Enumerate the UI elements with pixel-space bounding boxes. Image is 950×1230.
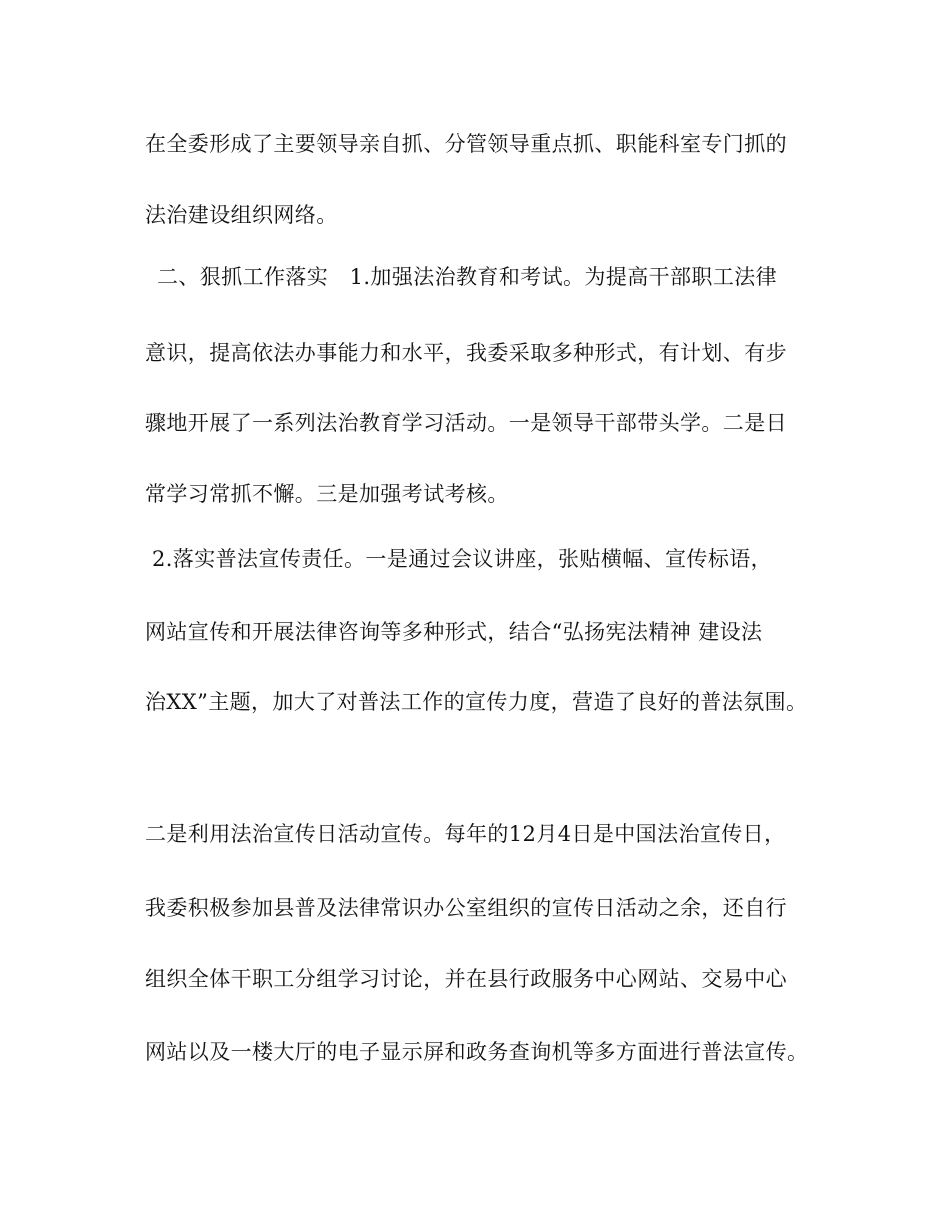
text-line: 骤地开展了一系列法治教育学习活动。一是领导干部带头学。二是日 — [145, 411, 787, 435]
text-line: 组织全体干职工分组学习讨论，并在县行政服务中心网站、交易中心 — [145, 967, 787, 991]
text-line: 常学习常抓不懈。三是加强考试考核。 — [145, 482, 509, 506]
text-line: 我委积极参加县普及法律常识办公室组织的宣传日活动之余，还自行 — [145, 896, 787, 920]
section-heading-line: 二、狠抓工作落实 1.加强法治教育和考试。为提高干部职工法律 — [157, 265, 778, 289]
text-line: 在全委形成了主要领导亲自抓、分管领导重点抓、职能科室专门抓的 — [145, 132, 787, 156]
text-line: 治XX”主题，加大了对普法工作的宣传力度，营造了良好的普法氛围。 — [145, 690, 808, 714]
text-line: 法治建设组织网络。 — [145, 203, 338, 227]
text-line: 意识，提高依法办事能力和水平，我委采取多种形式，有计划、有步 — [145, 341, 787, 365]
text-line: 二是利用法治宣传日活动宣传。每年的12月4日是中国法治宣传日， — [145, 822, 786, 846]
text-line: 网站以及一楼大厅的电子显示屏和政务查询机等多方面进行普法宣传。 — [145, 1040, 809, 1064]
text-line: 网站宣传和开展法律咨询等多种形式，结合“弘扬宪法精神 建设法 — [145, 620, 763, 644]
text-line: 2.落实普法宣传责任。一是通过会议讲座，张贴横幅、宣传标语， — [152, 547, 773, 571]
